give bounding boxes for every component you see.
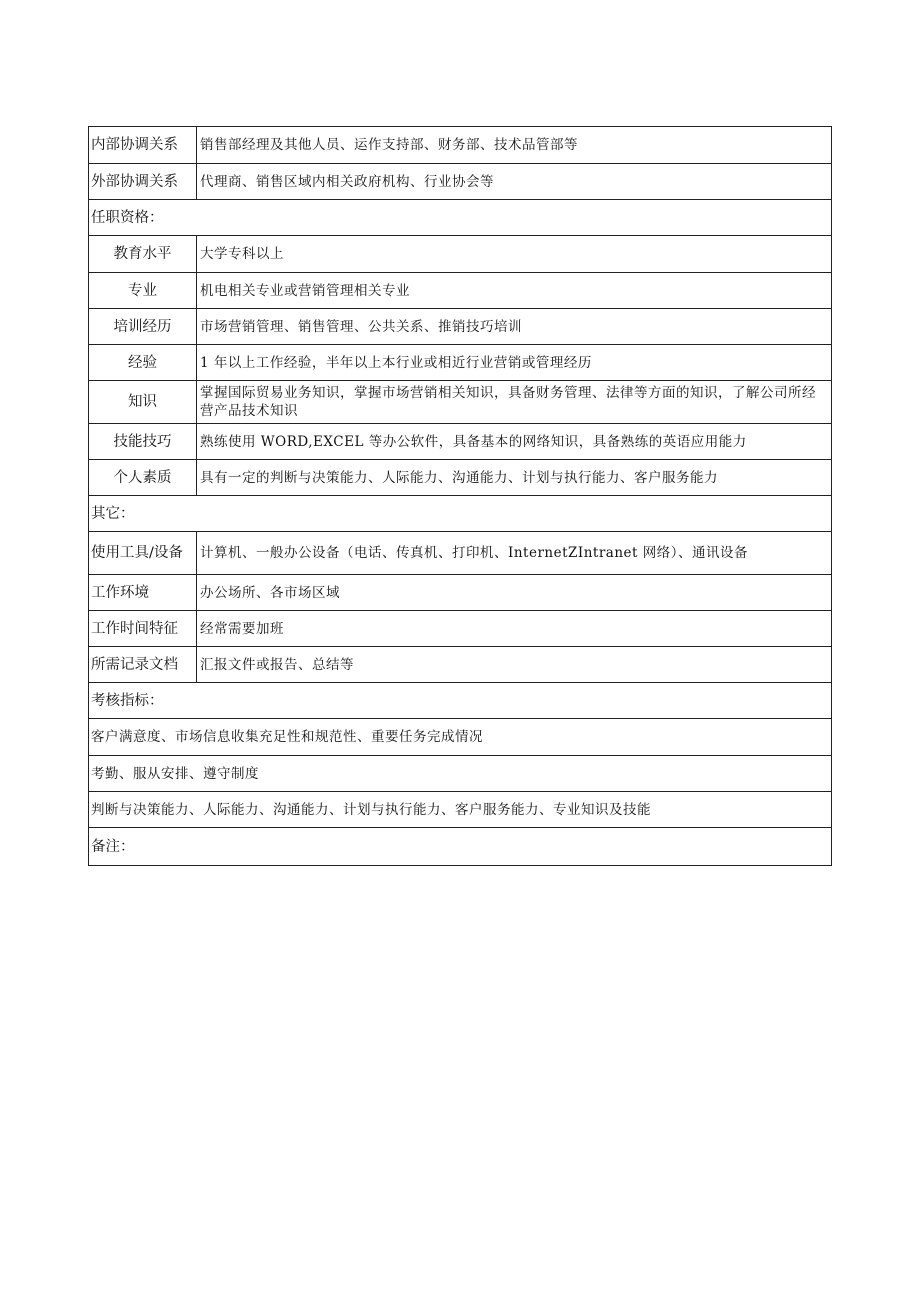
remarks-row [89, 828, 832, 866]
qualification-label-personal: 个人素质 [89, 460, 197, 496]
assessment-item: 判断与决策能力、人际能力、沟通能力、计划与执行能力、客户服务能力、专业知识及技能 [89, 792, 832, 828]
qualification-row [89, 424, 832, 460]
qualification-row [89, 345, 832, 381]
other-heading-row [89, 496, 832, 532]
other-heading: 其它： [89, 496, 832, 532]
other-value-tools: 计算机、一般办公设备（电话、传真机、打印机、InternetZIntranet 网络）、通讯设备 [197, 532, 832, 575]
other-label-documents: 所需记录文档 [89, 647, 197, 683]
other-label-work-time: 工作时间特征 [89, 611, 197, 647]
internal-coordination-value: 销售部经理及其他人员、运作支持部、财务部、技术品管部等 [197, 127, 832, 164]
other-value-documents: 汇报文件或报告、总结等 [197, 647, 832, 683]
qualifications-heading: 任职资格： [89, 200, 832, 236]
assessment-row [89, 756, 832, 792]
external-coordination-row [89, 164, 832, 200]
external-coordination-label: 外部协调关系 [89, 164, 197, 200]
qualification-row [89, 460, 832, 496]
other-value-work-time: 经常需要加班 [197, 611, 832, 647]
other-row [89, 575, 832, 611]
qualification-value-personal: 具有一定的判断与决策能力、人际能力、沟通能力、计划与执行能力、客户服务能力 [197, 460, 832, 496]
qualification-value-training: 市场营销管理、销售管理、公共关系、推销技巧培训 [197, 309, 832, 345]
other-row [89, 532, 832, 575]
qualification-value-skills: 熟练使用 WORD,EXCEL 等办公软件，具备基本的网络知识，具备熟练的英语应用能力 [197, 424, 832, 460]
assessment-row [89, 719, 832, 756]
qualification-value-experience: 1 年以上工作经验，半年以上本行业或相近行业营销或管理经历 [197, 345, 832, 381]
qualification-label-education: 教育水平 [89, 236, 197, 273]
qualification-row [89, 381, 832, 424]
other-row [89, 647, 832, 683]
assessment-heading: 考核指标： [89, 683, 832, 719]
assessment-item: 考勤、服从安排、遵守制度 [89, 756, 832, 792]
external-coordination-value: 代理商、销售区域内相关政府机构、行业协会等 [197, 164, 832, 200]
qualification-label-experience: 经验 [89, 345, 197, 381]
assessment-row [89, 792, 832, 828]
other-value-environment: 办公场所、各市场区域 [197, 575, 832, 611]
qualification-label-major: 专业 [89, 273, 197, 309]
other-row [89, 611, 832, 647]
internal-coordination-row [89, 127, 832, 164]
other-label-tools: 使用工具/设备 [89, 532, 197, 575]
assessment-item: 客户满意度、市场信息收集充足性和规范性、重要任务完成情况 [89, 719, 832, 756]
qualification-label-knowledge: 知识 [89, 381, 197, 424]
qualification-row [89, 273, 832, 309]
remarks-heading: 备注： [89, 828, 832, 866]
qualification-row [89, 236, 832, 273]
job-description-table [88, 126, 832, 866]
internal-coordination-label: 内部协调关系 [89, 127, 197, 164]
qualifications-heading-row [89, 200, 832, 236]
qualification-label-skills: 技能技巧 [89, 424, 197, 460]
qualification-row [89, 309, 832, 345]
qualification-value-education: 大学专科以上 [197, 236, 832, 273]
qualification-label-training: 培训经历 [89, 309, 197, 345]
other-label-environment: 工作环境 [89, 575, 197, 611]
assessment-heading-row [89, 683, 832, 719]
qualification-value-major: 机电相关专业或营销管理相关专业 [197, 273, 832, 309]
qualification-value-knowledge: 掌握国际贸易业务知识，掌握市场营销相关知识，具备财务管理、法律等方面的知识，了解公司所经营产品技术知识 [197, 381, 832, 424]
